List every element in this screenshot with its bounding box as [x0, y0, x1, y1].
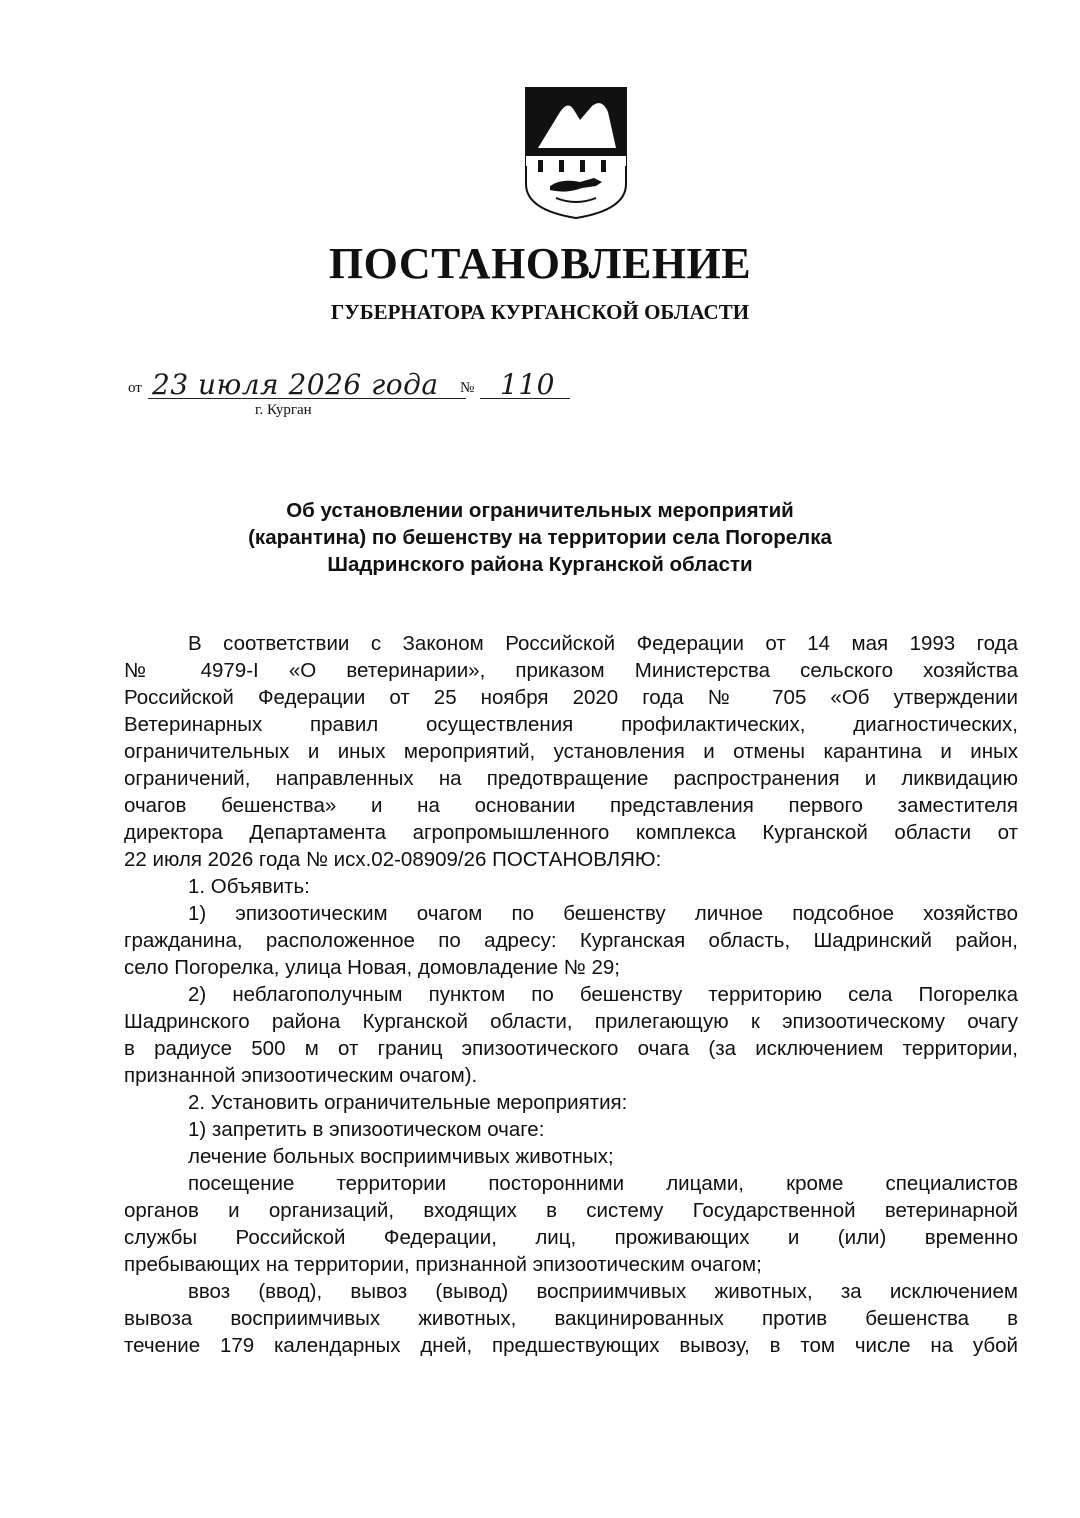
body-line: службы Российской Федерации, лиц, проживающих и (или) временно [124, 1226, 1018, 1249]
heading-line: Об установлении ограничительных мероприятий [286, 499, 794, 522]
body-line: течение 179 календарных дней, предшествующих вывозу, в том числе на убой [124, 1334, 1018, 1357]
body-line: в радиусе 500 м от границ эпизоотического очага (за исключением территории, [124, 1037, 1018, 1060]
body-line: 22 июля 2026 года № исх.02-08909/26 ПОСТАНОВЛЯЮ: [124, 848, 662, 871]
city-label: г. Курган [255, 402, 312, 418]
handwritten-number: 110 [500, 368, 555, 401]
body-line: село Погорелка, улица Новая, домовладение № 29; [124, 956, 620, 979]
body-line: В соответствии с Законом Российской Федерации от 14 мая 1993 года [188, 632, 1018, 655]
body-line: 1) эпизоотическим очагом по бешенству личное подсобное хозяйство [188, 902, 1018, 925]
body-line: признанной эпизоотическим очагом). [124, 1064, 478, 1087]
body-line: директора Департамента агропромышленного комплекса Курганской области от [124, 821, 1018, 844]
body-line: Ветеринарных правил осуществления профилактических, диагностических, [124, 713, 1018, 736]
body-line: ограничительных и иных мероприятий, установления и отмены карантина и иных [124, 740, 1018, 763]
document-heading [180, 497, 900, 578]
body-line: вывоза восприимчивых животных, вакцинированных против бешенства в [124, 1307, 1018, 1330]
date-number-block [128, 370, 588, 440]
heading-line: Шадринского района Курганской области [327, 553, 753, 576]
body-line: посещение территории посторонними лицами, кроме специалистов [188, 1172, 1018, 1195]
body-line: ввоз (ввод), вывоз (вывод) восприимчивых животных, за исключением [188, 1280, 1018, 1303]
kurgan-coat-of-arms-icon [522, 86, 630, 220]
body-line: 1) запретить в эпизоотическом очаге: [188, 1118, 545, 1141]
document-body [124, 630, 1018, 1359]
body-line: органов и организаций, входящих в систему Государственной ветеринарной [124, 1199, 1018, 1222]
body-line: 1. Объявить: [188, 875, 310, 898]
body-line: ограничений, направленных на предотвращение распространения и ликвидацию [124, 767, 1018, 790]
body-line: пребывающих на территории, признанной эпизоотическим очагом; [124, 1253, 762, 1276]
body-line: 2) неблагополучным пунктом по бешенству территорию села Погорелка [188, 983, 1018, 1006]
body-line: Шадринского района Курганской области, прилегающую к эпизоотическому очагу [124, 1010, 1018, 1033]
body-line: Российской Федерации от 25 ноября 2020 года № 705 «Об утверждении [124, 686, 1018, 709]
number-label: № [460, 380, 475, 396]
body-line: лечение больных восприимчивых животных; [188, 1145, 614, 1168]
body-line: гражданина, расположенное по адресу: Курганская область, Шадринский район, [124, 929, 1018, 952]
body-line: очагов бешенства» и на основании представления первого заместителя [124, 794, 1018, 817]
date-from-label: от [128, 380, 142, 396]
document-subtitle: ГУБЕРНАТОРА КУРГАНСКОЙ ОБЛАСТИ [330, 300, 750, 324]
document-title: ПОСТАНОВЛЕНИЕ [328, 239, 752, 288]
handwritten-date: 23 июля 2026 года [152, 368, 439, 401]
body-line: № 4979-I «О ветеринарии», приказом Министерства сельского хозяйства [124, 659, 1018, 682]
body-line: 2. Установить ограничительные мероприятия: [188, 1091, 628, 1114]
heading-line: (карантина) по бешенству на территории села Погорелка [248, 526, 832, 549]
